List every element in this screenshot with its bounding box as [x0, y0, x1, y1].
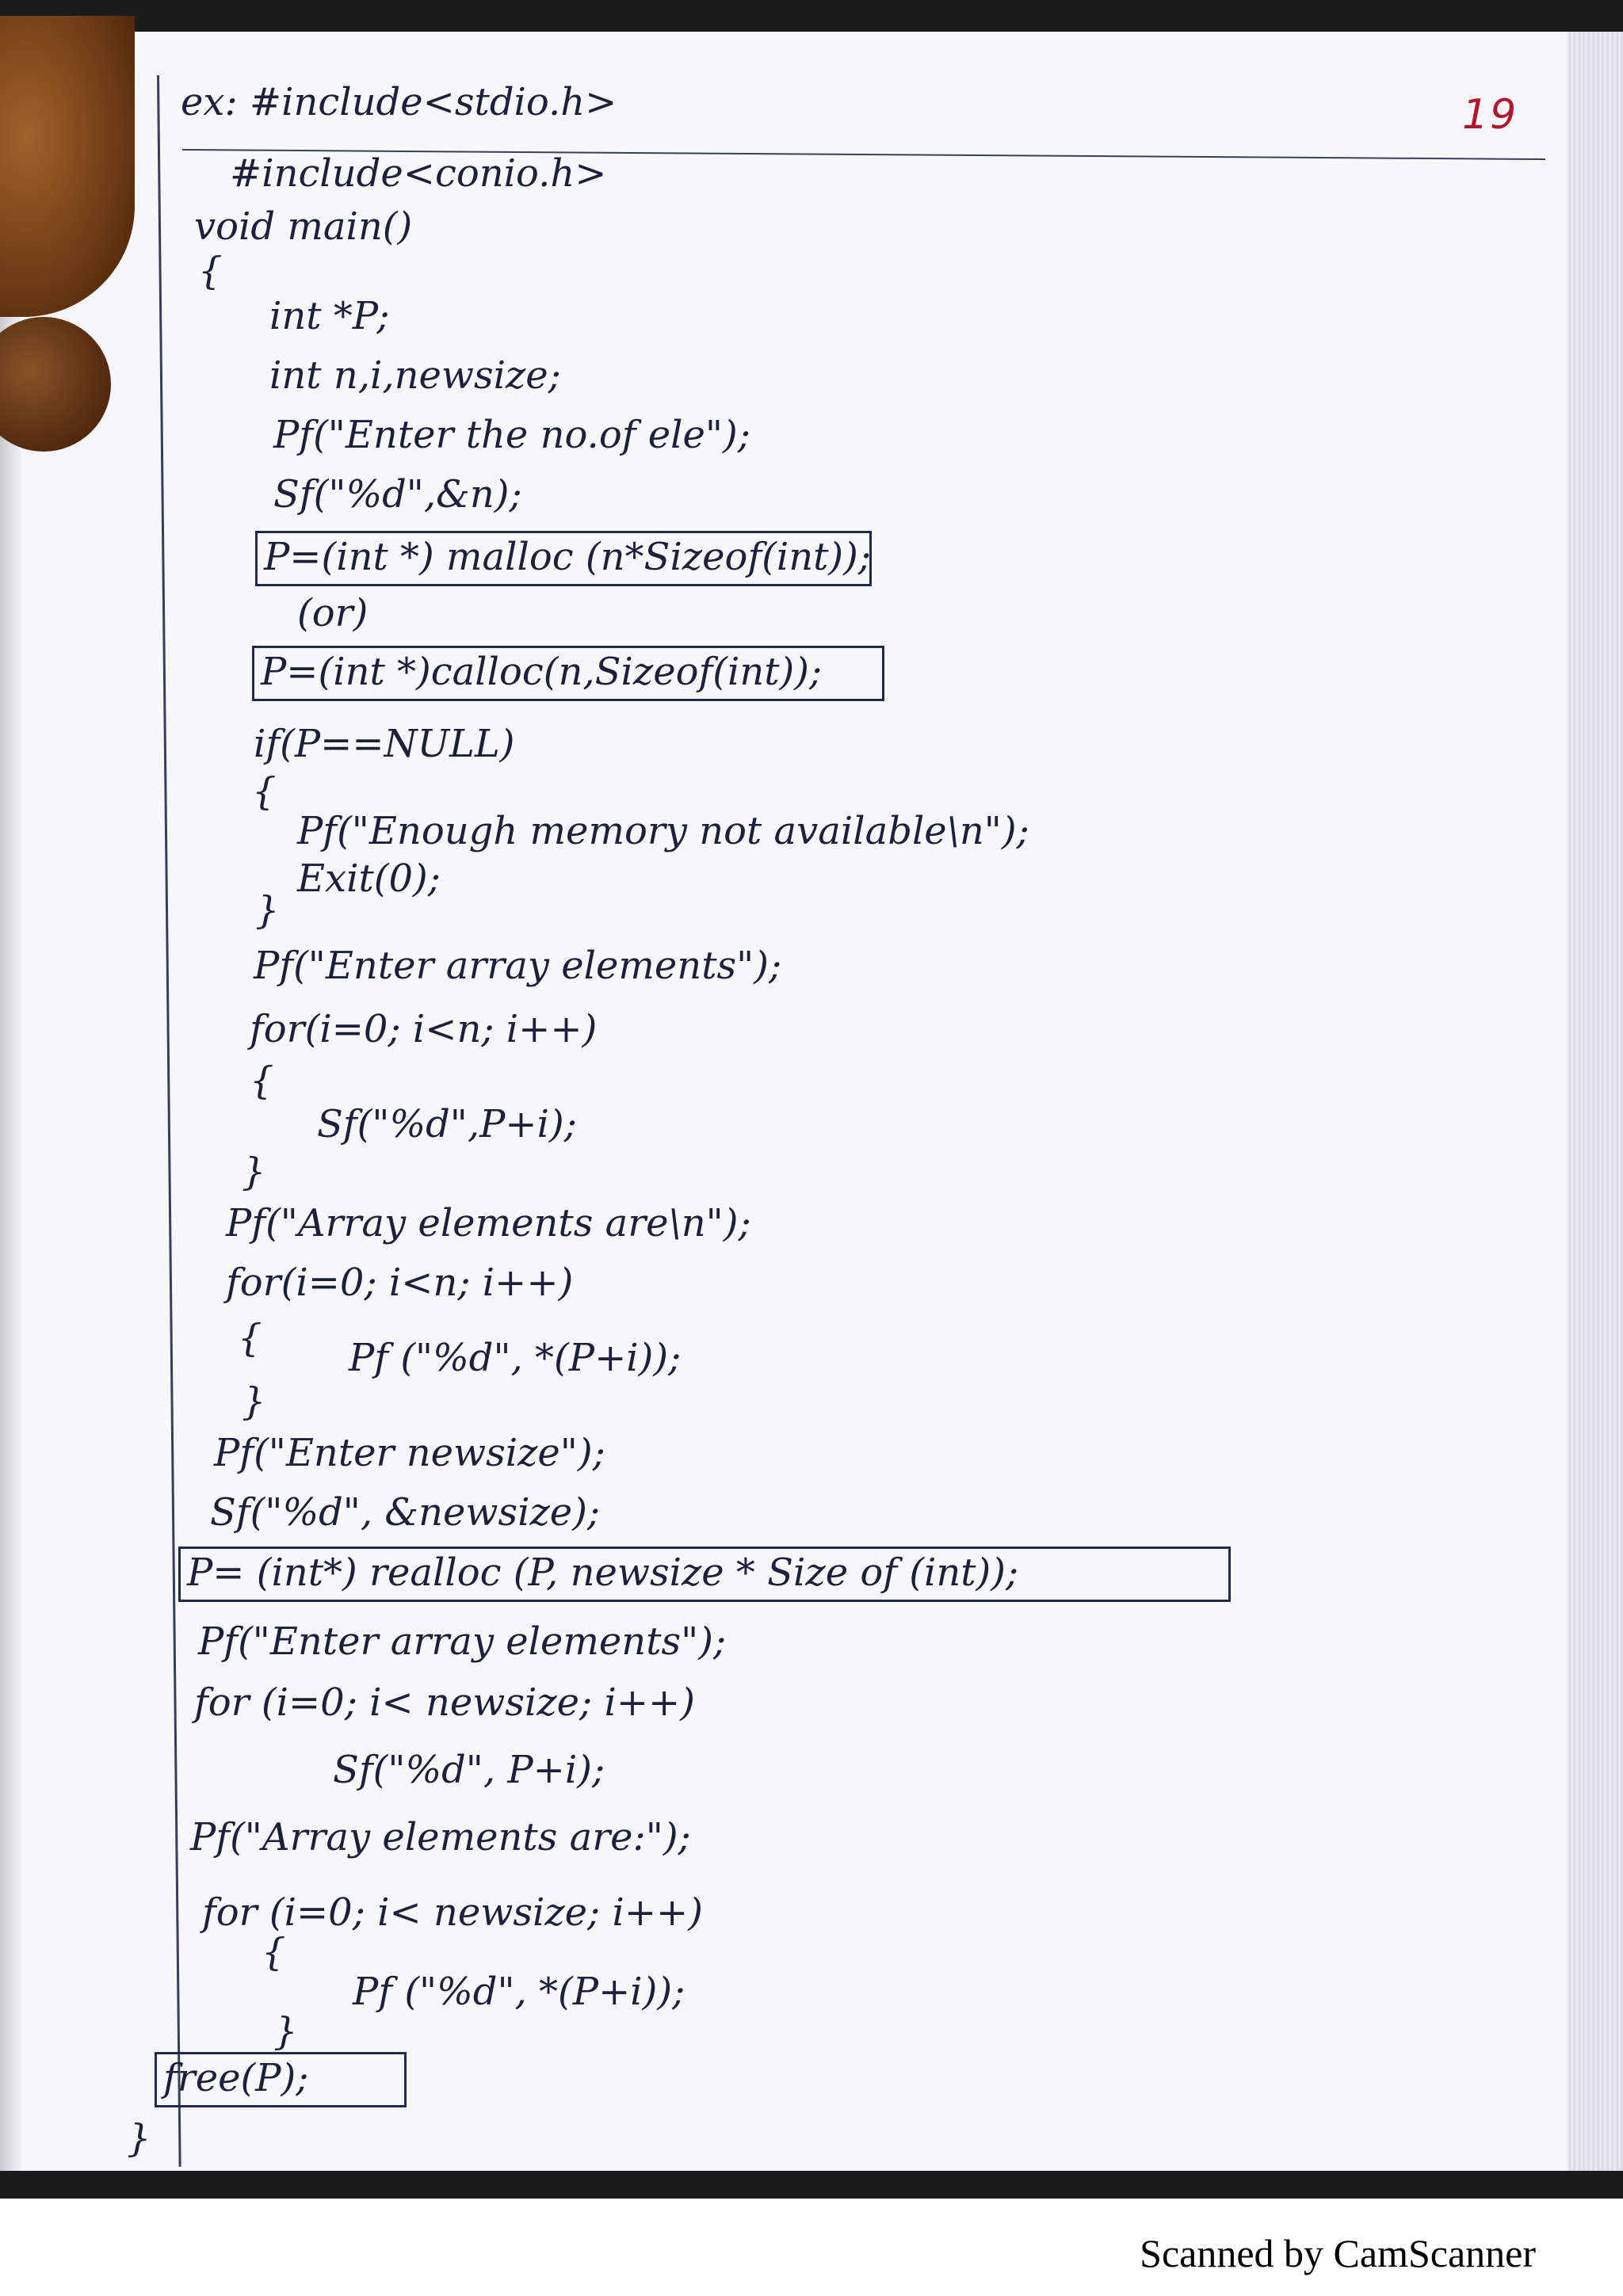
code-line-printf-no-memory: Pf("Enough memory not available\n");	[297, 809, 1029, 853]
code-line-int-pointer: int *P;	[269, 294, 390, 338]
code-line-exit: Exit(0);	[297, 856, 441, 901]
code-line-for-input-close-brace: }	[242, 1150, 266, 1194]
code-line-printf-enter-count: Pf("Enter the no.of ele");	[273, 413, 750, 457]
code-line-int-vars: int n,i,newsize;	[269, 353, 561, 398]
code-line-for-input-open-brace: {	[250, 1058, 274, 1103]
code-line-for-loop-print: for(i=0; i<n; i++)	[226, 1261, 574, 1305]
scanner-watermark: Scanned by CamScanner	[1140, 2231, 1536, 2275]
code-line-printf-array-are-2: Pf("Array elements are:");	[190, 1815, 691, 1859]
code-line-for-newsize-open-brace: {	[262, 1930, 286, 1974]
code-line-scanf-element: Sf("%d",P+i);	[317, 1102, 577, 1146]
code-line-free-boxed: free(P);	[155, 2052, 407, 2107]
code-line-void-main: void main()	[194, 204, 413, 249]
code-line-scanf-n: Sf("%d",&n);	[273, 472, 522, 517]
code-line-printf-enter-newsize: Pf("Enter newsize");	[214, 1431, 605, 1475]
code-line-malloc-boxed: P=(int *) malloc (n*Sizeof(int));	[255, 531, 872, 586]
code-line-if-open-brace: {	[252, 769, 277, 814]
code-line-for-newsize-close-brace: }	[273, 2009, 298, 2054]
code-line-printf-element: Pf ("%d", *(P+i));	[349, 1336, 682, 1380]
code-line-scanf-newsize: Sf("%d", &newsize);	[210, 1490, 601, 1535]
page-edges	[1568, 32, 1623, 2171]
code-line-printf-element-2: Pf ("%d", *(P+i));	[353, 1970, 685, 2014]
page-number: 19	[1462, 91, 1518, 139]
code-line-realloc-boxed: P= (int*) realloc (P, newsize * Size of (int));	[178, 1547, 1231, 1602]
code-line-scanf-element-2: Sf("%d", P+i);	[333, 1748, 605, 1792]
code-line-include-stdio: ex: #include<stdio.h>	[181, 80, 617, 124]
code-line-printf-array-are: Pf("Array elements are\n");	[226, 1201, 751, 1245]
code-line-for-loop-newsize-input: for (i=0; i< newsize; i++)	[194, 1680, 695, 1725]
code-line-for-loop-input: for(i=0; i<n; i++)	[250, 1007, 598, 1051]
code-line-include-conio: #include<conio.h>	[230, 151, 607, 196]
code-line-printf-enter-elements-2: Pf("Enter array elements");	[198, 1619, 727, 1664]
code-line-for-print-open-brace: {	[238, 1316, 262, 1360]
code-line-if-null: if(P==NULL)	[254, 722, 515, 766]
code-line-for-print-close-brace: }	[242, 1379, 266, 1424]
code-line-calloc-boxed: P=(int *)calloc(n,Sizeof(int));	[252, 646, 884, 701]
code-line-main-close-brace: }	[127, 2116, 151, 2161]
code-line-if-close-brace: }	[255, 888, 280, 933]
code-line-for-loop-newsize-print: for (i=0; i< newsize; i++)	[202, 1890, 703, 1935]
code-line-printf-enter-elements: Pf("Enter array elements");	[254, 944, 782, 988]
code-line-or: (or)	[297, 591, 369, 635]
code-line-open-brace: {	[198, 249, 223, 293]
